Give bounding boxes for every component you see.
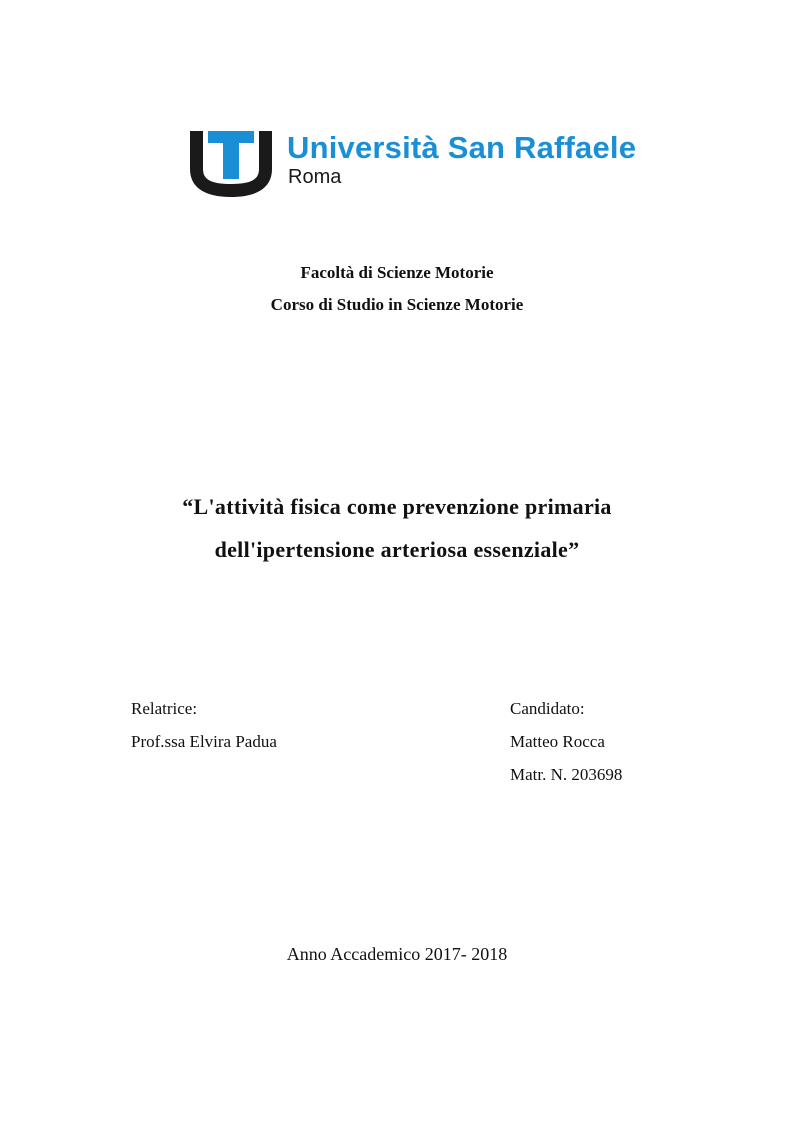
thesis-title-line-2: dell'ipertensione arteriosa essenziale” xyxy=(214,537,580,562)
candidate-name: Matteo Rocca xyxy=(510,732,605,751)
academic-year: Anno Accademico 2017- 2018 xyxy=(286,944,508,964)
faculty-name: Facoltà di Scienze Motorie xyxy=(300,263,494,282)
supervisor-block xyxy=(131,692,277,758)
course-name: Corso di Studio in Scienze Motorie xyxy=(270,295,524,314)
ut-monogram-icon xyxy=(190,131,272,197)
university-logo xyxy=(190,131,640,197)
candidate-matriculation: Matr. N. 203698 xyxy=(510,765,623,784)
supervisor-label: Relatrice: xyxy=(131,699,198,718)
candidate-block xyxy=(510,692,622,791)
thesis-title-line-1: “L'attività fisica come prevenzione primaria xyxy=(182,494,612,519)
university-name: Università San Raffaele xyxy=(287,130,637,165)
supervisor-name: Prof.ssa Elvira Padua xyxy=(131,732,277,751)
candidate-label: Candidato: xyxy=(510,699,585,718)
university-city: Roma xyxy=(288,166,342,188)
